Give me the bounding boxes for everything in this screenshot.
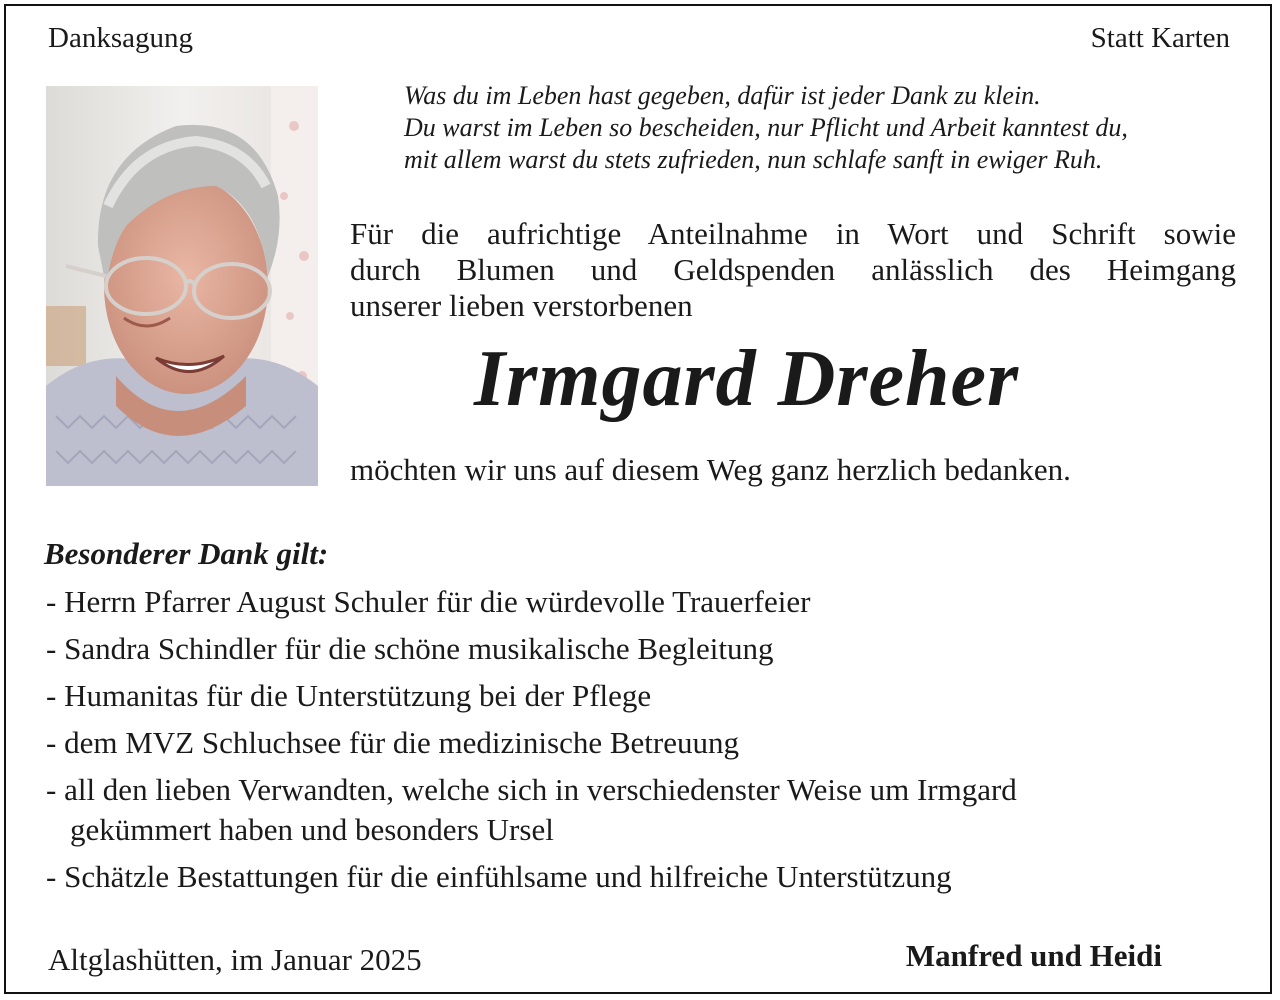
thanks-line: möchten wir uns auf diesem Weg ganz herzlich bedanken. bbox=[350, 452, 1071, 487]
header-left-label: Danksagung bbox=[48, 22, 193, 54]
intro-line-3: unserer lieben verstorbenen bbox=[350, 288, 693, 323]
obituary-card bbox=[4, 4, 1272, 994]
portrait-illustration bbox=[46, 86, 318, 486]
special-thanks-item: - Humanitas für die Unterstützung bei der Pflege bbox=[46, 678, 652, 713]
poem-line-1: Was du im Leben hast gegeben, dafür ist jeder Dank zu klein. bbox=[404, 81, 1041, 110]
header-right-label: Statt Karten bbox=[1090, 22, 1230, 54]
deceased-name: Irmgard Dreher bbox=[474, 335, 1020, 423]
special-thanks-item-continuation: gekümmert haben und besonders Ursel bbox=[70, 812, 554, 847]
place-date: Altglashütten, im Januar 2025 bbox=[48, 942, 422, 977]
signature: Manfred und Heidi bbox=[905, 938, 1162, 973]
poem-line-3: mit allem warst du stets zufrieden, nun schlafe sanft in ewiger Ruh. bbox=[404, 145, 1103, 174]
intro-line-1: Für die aufrichtige Anteilnahme in Wort und Schrift sowie bbox=[350, 216, 1236, 251]
special-thanks-item: - Schätzle Bestattungen für die einfühlsame und hilfreiche Unterstützung bbox=[46, 859, 952, 894]
special-thanks-item: - Sandra Schindler für die schöne musikalische Begleitung bbox=[46, 631, 774, 666]
special-thanks-item: - dem MVZ Schluchsee für die medizinische Betreuung bbox=[46, 725, 739, 760]
portrait-photo bbox=[46, 86, 318, 486]
special-thanks-heading: Besonderer Dank gilt: bbox=[44, 536, 329, 571]
special-thanks-item: - Herrn Pfarrer August Schuler für die würdevolle Trauerfeier bbox=[46, 584, 811, 619]
intro-line-2: durch Blumen und Geldspenden anlässlich des Heimgang bbox=[350, 252, 1236, 287]
special-thanks-item: - all den lieben Verwandten, welche sich in verschiedenster Weise um Irmgard bbox=[46, 772, 1017, 807]
poem-line-2: Du warst im Leben so bescheiden, nur Pflicht und Arbeit kanntest du, bbox=[404, 113, 1128, 142]
